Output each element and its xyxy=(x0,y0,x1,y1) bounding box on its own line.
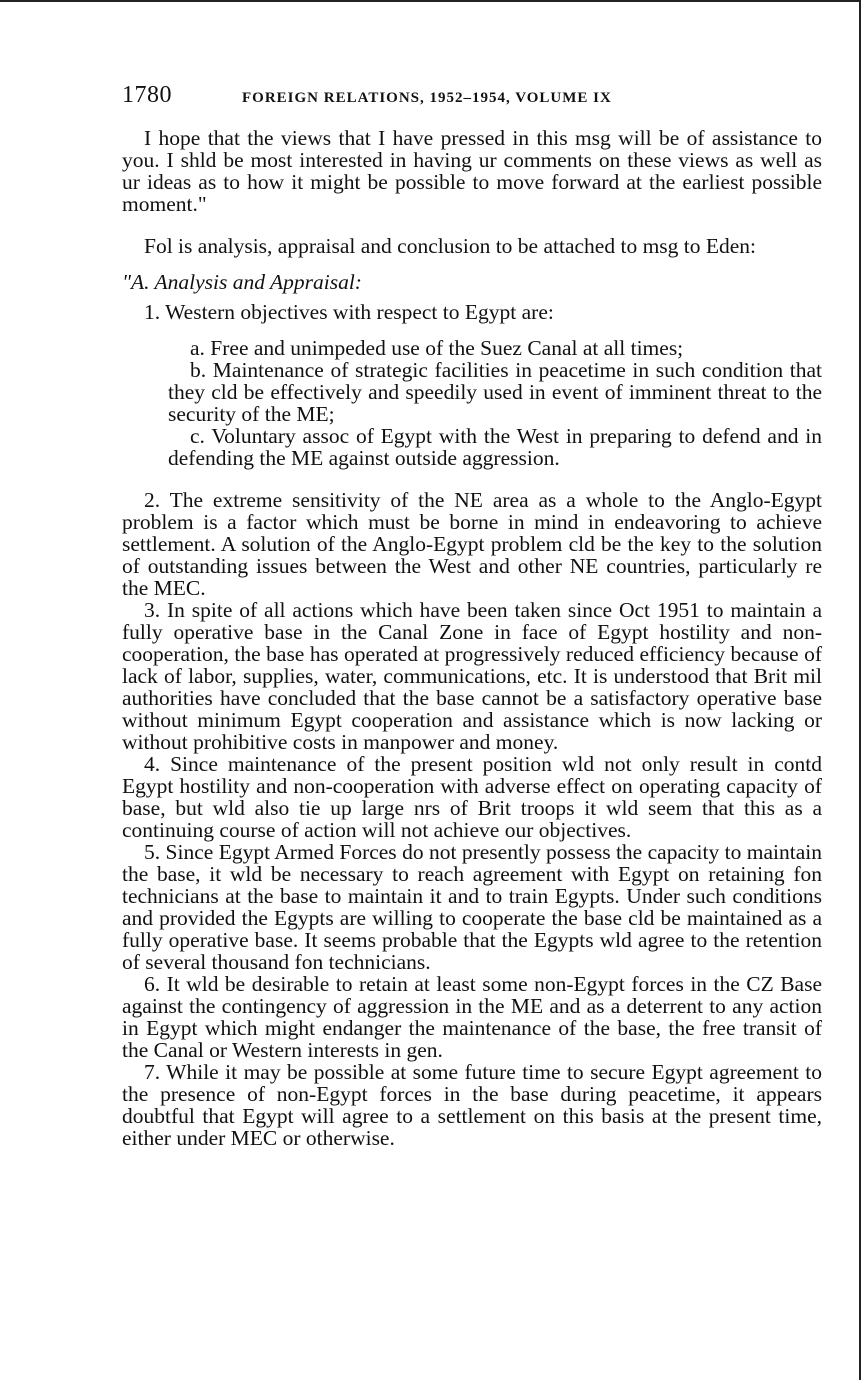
page-number: 1780 xyxy=(122,82,172,108)
document-page xyxy=(122,84,822,1149)
sub-item: b. Maintenance of strategic facilities in peacetime in such condition that they cld be effectively and speedily used in event of imminent threat to the security of the ME; xyxy=(168,358,822,426)
sub-item: c. Voluntary assoc of Egypt with the West in preparing to defend and in defending the ME against outside aggression. xyxy=(168,424,822,470)
item-1-intro: 1. Western objectives with respect to Egypt are: xyxy=(144,300,554,324)
running-head: FOREIGN RELATIONS, 1952–1954, VOLUME IX xyxy=(242,90,612,106)
numbered-paragraph: 7. While it may be possible at some future time to secure Egypt agreement to the presence of non-Egypt forces in the base during peacetime, it appears doubtful that Egypt will agree to a settlement on this basis at the present time, either under MEC or otherwise. xyxy=(122,1060,822,1150)
page-header xyxy=(122,84,822,109)
numbered-paragraph: 5. Since Egypt Armed Forces do not presently possess the capacity to maintain the base, it wld be necessary to reach agreement with Egypt on retaining fon technicians at the base to maintain it and to train Egypts. Under such conditions and provided the Egypts are willing to cooperate the base cld be maintained as a fully operative base. It seems probable that the Egypts wld agree to the retention of several thousand fon technicians. xyxy=(122,840,822,974)
section-heading: "A. Analysis and Appraisal: xyxy=(122,270,362,294)
numbered-paragraph: 6. It wld be desirable to retain at least some non-Egypt forces in the CZ Base against the contingency of aggression in the ME and as a deterrent to any action in Egypt which might endanger the maintenance of the base, the free transit of the Canal or Western interests in gen. xyxy=(122,972,822,1062)
sub-item: a. Free and unimpeded use of the Suez Canal at all times; xyxy=(190,336,684,360)
numbered-paragraph: 2. The extreme sensitivity of the NE area as a whole to the Anglo-Egypt problem is a factor which must be borne in mind in endeavoring to achieve settlement. A solution of the Anglo-Egypt problem cld be the key to the solution of outstanding issues between the West and other NE countries, particularly re the MEC. xyxy=(122,488,822,600)
fol-paragraph: Fol is analysis, appraisal and conclusion to be attached to msg to Eden: xyxy=(144,234,757,258)
numbered-paragraph: 3. In spite of all actions which have been taken since Oct 1951 to maintain a fully operative base in the Canal Zone in face of Egypt hostility and non-cooperation, the base has operated at progressively reduced efficiency because of lack of labor, supplies, water, communications, etc. It is understood that Brit mil authorities have concluded that the base cannot be a satisfactory operative base without minimum Egypt cooperation and assistance which is now lacking or without prohibitive costs in manpower and money. xyxy=(122,598,822,754)
intro-paragraph: I hope that the views that I have pressed in this msg will be of assistance to you. I shld be most interested in having ur comments on these views as well as ur ideas as to how it might be possible to move forward at the earliest possible moment." xyxy=(122,126,822,216)
top-border xyxy=(0,0,861,2)
numbered-paragraph: 4. Since maintenance of the present position wld not only result in contd Egypt hostility and non-cooperation with adverse effect on operating capacity of base, but wld also tie up large nrs of Brit troops it wld seem that this as a continuing course of action will not achieve our objectives. xyxy=(122,752,822,842)
